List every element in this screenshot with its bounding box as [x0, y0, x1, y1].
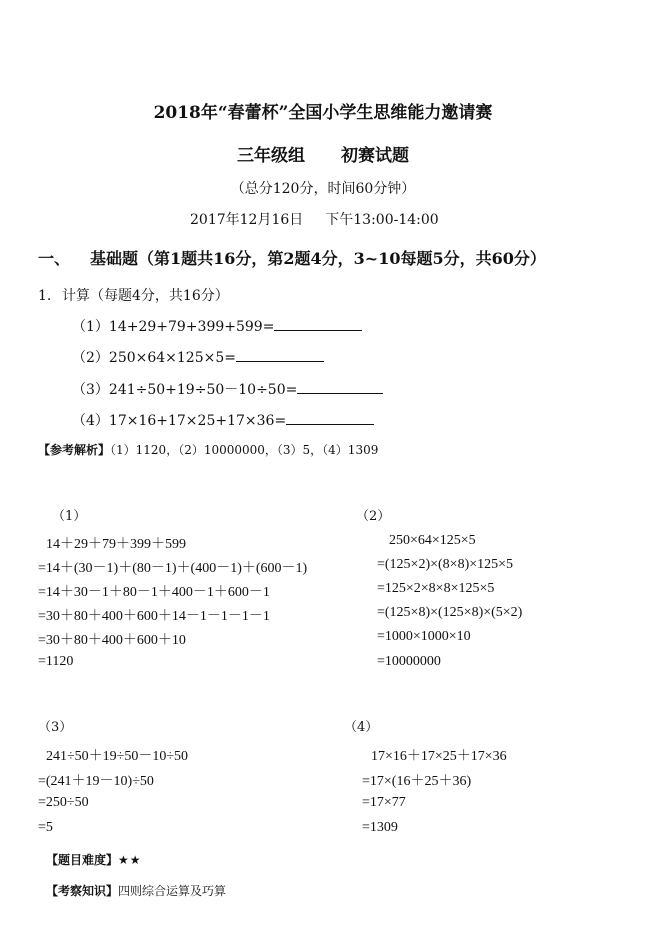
- solution-1-line: =14＋(30－1)＋(80－1)＋(400－1)＋(600－1): [38, 561, 308, 576]
- difficulty-stars: ★★: [118, 853, 142, 867]
- page-title: 2018年“春蕾杯”全国小学生思维能力邀请赛: [153, 103, 493, 123]
- exam-time: 下午13:00-14:00: [325, 212, 439, 228]
- answer-blank: [274, 316, 362, 331]
- section-heading: [38, 246, 546, 269]
- solution-3-line: =5: [38, 820, 53, 835]
- exam-subtitle: [0, 141, 646, 166]
- solution-4-line: =1309: [362, 820, 398, 835]
- section-number: 一、: [38, 249, 71, 268]
- round-label: 初赛试题: [341, 146, 409, 166]
- solution-1-line: =14＋30－1＋80－1＋400－1＋600－1: [38, 585, 270, 600]
- solution-3-line: =(241＋19－10)÷50: [38, 774, 154, 789]
- solution-4-line: 17×16＋17×25＋17×36: [371, 749, 507, 764]
- section-title: 基础题（第1题共16分，第2题4分，3~10每题5分，共60分）: [90, 249, 546, 268]
- solution-3-label: （3）: [38, 720, 73, 735]
- knowledge-text: 四则综合运算及巧算: [118, 884, 227, 898]
- solution-4-line: =17×77: [362, 795, 406, 810]
- answer-blank: [297, 379, 383, 394]
- solution-2-line: =10000000: [377, 654, 441, 669]
- difficulty-row: [46, 851, 142, 868]
- question-item-2: （2）250×64×125×5=: [72, 347, 324, 367]
- solution-3-line: =250÷50: [38, 795, 89, 810]
- answer-tag: 【参考解析】: [38, 443, 111, 457]
- solution-2-line: =1000×1000×10: [377, 629, 471, 644]
- solution-2-line: 250×64×125×5: [389, 533, 476, 548]
- question-title: 计算（每题4分，共16分）: [62, 288, 229, 304]
- solution-1-line: =30＋80＋400＋600＋14－1－1－1－1: [38, 609, 270, 624]
- knowledge-tag: 【考察知识】: [46, 884, 119, 898]
- knowledge-row: [46, 882, 226, 899]
- reference-answer: [38, 441, 378, 458]
- question-item-1: （1）14+29+79+399+599=: [72, 316, 362, 336]
- solution-1-line: =1120: [38, 654, 74, 669]
- group-label: 三年级组: [237, 146, 305, 166]
- answer-blank: [236, 347, 324, 362]
- question-number: 1.: [38, 288, 52, 304]
- solution-4-line: =17×(16＋25＋36): [362, 774, 472, 789]
- answer-text: （1）1120，（2）10000000，（3）5，（4）1309: [110, 443, 379, 457]
- solution-3-line: 241÷50＋19÷50－10÷50: [46, 749, 189, 764]
- score-time: （总分120分，时间60分钟）: [230, 181, 416, 197]
- solution-2-line: =(125×2)×(8×8)×125×5: [377, 557, 514, 572]
- exam-date: 2017年12月16日: [190, 212, 304, 228]
- solution-2-line: =(125×8)×(125×8)×(5×2): [377, 605, 523, 620]
- question-1-heading: [38, 285, 229, 305]
- exam-date-time: [190, 209, 439, 229]
- question-item-4: （4）17×16+17×25+17×36=: [72, 410, 374, 430]
- solution-1-label: （1）: [52, 509, 87, 524]
- solution-4-label: （4）: [344, 720, 379, 735]
- difficulty-tag: 【题目难度】: [46, 853, 119, 867]
- answer-blank: [286, 410, 374, 425]
- question-item-3: （3）241÷50+19÷50－10÷50=: [72, 379, 383, 399]
- solution-1-line: =30＋80＋400＋600＋10: [38, 633, 186, 648]
- solution-2-label: （2）: [356, 509, 391, 524]
- solution-1-line: 14＋29＋79＋399＋599: [46, 537, 186, 552]
- solution-2-line: =125×2×8×8×125×5: [377, 581, 495, 596]
